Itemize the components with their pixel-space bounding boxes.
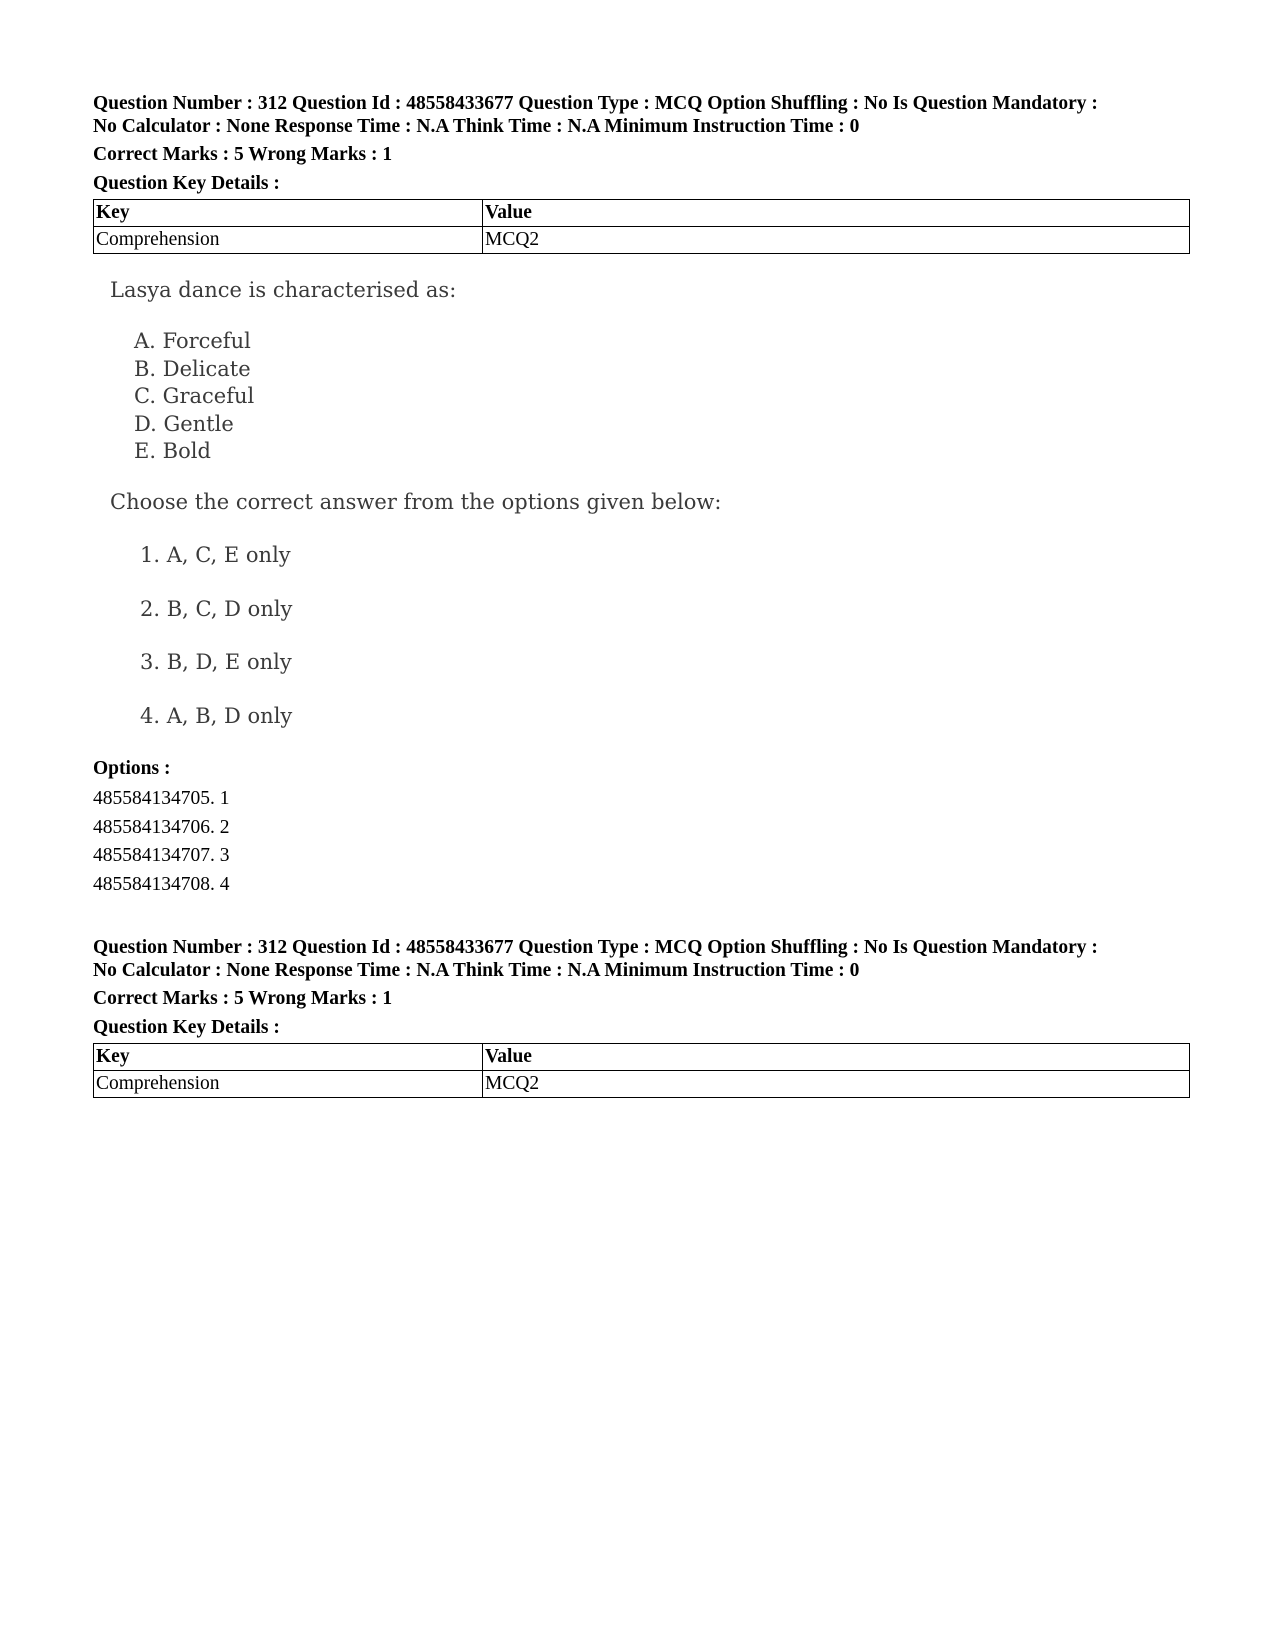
- table-header-key: Key: [94, 200, 483, 227]
- options-list: [93, 785, 230, 900]
- options-block: [93, 757, 230, 900]
- choice-item: 4. A, B, D only: [140, 703, 293, 728]
- table-header-key: Key: [94, 1044, 483, 1071]
- question-block-2: [93, 936, 1190, 1098]
- question-meta-line-1: Question Number : 312 Question Id : 48558433677 Question Type : MCQ Option Shuffling : No Is Question Mandatory :: [93, 937, 1098, 958]
- marks-line: Correct Marks : 5 Wrong Marks : 1: [93, 144, 393, 165]
- table-cell-key: Comprehension: [94, 1071, 483, 1098]
- choice-item: 1. A, C, E only: [140, 543, 291, 567]
- statement-item: D. Gentle: [134, 411, 234, 436]
- key-details-label: Question Key Details :: [93, 173, 280, 194]
- option-item: 485584134705. 1: [93, 788, 230, 809]
- statement-item: E. Bold: [134, 439, 211, 463]
- table-header-row: [94, 200, 1190, 227]
- question-instruction: Choose the correct answer from the options given below:: [110, 490, 722, 514]
- statement-item: A. Forceful: [134, 329, 251, 353]
- table-header-value: Value: [483, 1044, 1190, 1071]
- question-block-1: [93, 92, 1190, 254]
- table-header-value: Value: [483, 200, 1190, 227]
- question-meta-line-1: Question Number : 312 Question Id : 48558433677 Question Type : MCQ Option Shuffling : No Is Question Mandatory :: [93, 93, 1098, 114]
- choice-list: [140, 542, 292, 756]
- key-details-label: Question Key Details :: [93, 1017, 280, 1038]
- statement-item: C. Graceful: [134, 384, 255, 408]
- statement-item: B. Delicate: [134, 356, 251, 381]
- table-cell-value: MCQ2: [483, 1071, 1190, 1098]
- question-stem: Lasya dance is characterised as:: [110, 278, 457, 302]
- option-item: 485584134708. 4: [93, 874, 230, 896]
- option-item: 485584134706. 2: [93, 816, 230, 838]
- options-label: Options :: [93, 758, 171, 779]
- question-meta-line-2: No Calculator : None Response Time : N.A Think Time : N.A Minimum Instruction Time : 0: [93, 116, 860, 137]
- choice-item: 3. B, D, E only: [140, 650, 292, 674]
- option-item: 485584134707. 3: [93, 845, 230, 867]
- key-details-table: [93, 199, 1190, 254]
- table-header-row: [94, 1044, 1190, 1071]
- table-cell-key: Comprehension: [94, 227, 483, 254]
- table-cell-value: MCQ2: [483, 227, 1190, 254]
- marks-line: Correct Marks : 5 Wrong Marks : 1: [93, 988, 393, 1009]
- table-row: [94, 1071, 1190, 1098]
- question-meta-line-2: No Calculator : None Response Time : N.A Think Time : N.A Minimum Instruction Time : 0: [93, 960, 860, 981]
- question-image: [110, 278, 722, 738]
- table-row: [94, 227, 1190, 254]
- key-details-table: [93, 1043, 1190, 1098]
- choice-item: 2. B, C, D only: [140, 596, 293, 621]
- statement-list: [134, 328, 254, 466]
